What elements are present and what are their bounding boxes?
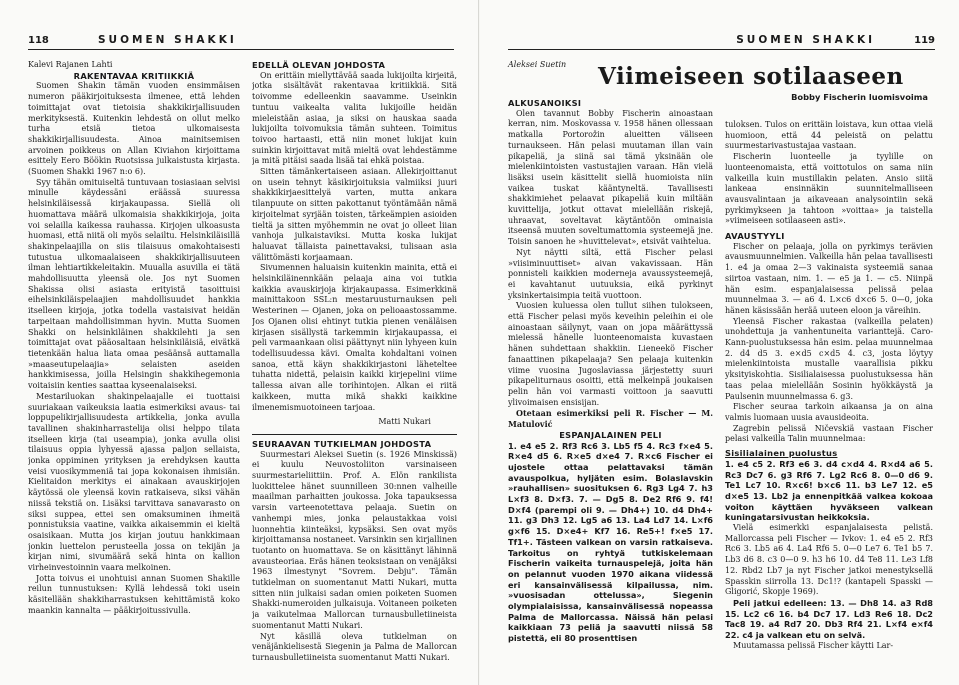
left-column-1 (28, 60, 240, 680)
paragraph: Vuosien kuluessa olen tullut siihen tulokseen, että Fischer pelasi myös keveihin peleihin ei ole ainoastaan säilynyt, vaan on jopa määrättyssä mielessä hänelle luonteenomaista kuvastaen hänen suhdettaan shakkiin. Lieneekö Fischer fanaattinen pikapelaaja? Sen pelaaja kuitenkin viime vuosina Jugoslaviassa järjestetty suuri pikapeliturnaus osoitti, että melkeinpä joukaisen pelin hän voi varmasti voittoon ja saavutti ylivoimaisen ensisijan. (508, 301, 713, 407)
paragraph: Jotta toivus ei unohtuisi annan Suomen Shakille reilun tunnustuksen: Kyllä lehdessä toki usein käsitellään shakkiharrastuksen kehittämistä koko maankin kannalta — pääkirjoitussivulla. (28, 573, 240, 615)
paragraph: Peli jatkui edelleen: 13. — Dh8 14. a3 Rd8 15. Lc2 c6 16. b4 Dc7 17. Ld3 Re6 18. Dc2 Tac8 19. a4 Rd7 20. Db3 Rf4 21. L×f4 e×f4 22. c4 ja valkean etu on selvä. (725, 597, 933, 641)
byline-author: Aleksei Suetin (508, 60, 567, 69)
paragraph: Sivumennen haluaisin kuitenkin mainita, että ei helsinkiläinennkään pelaaja aina voi tutkia kaikkia avauskirjoja kirjakaupassa. Esimerkkinä mainittakoon SSL:n mestaruusturnauksen peli Westerinen — Ojanen, joka on pelioaastossamme. Jos Ojanen olisi ehtinyt tutkia pienen venäläisen kirjasen sisällystä tarkemmin kirjakaupassa, ei peli varmaankaan olisi päättynyt niin lyhyeen kuin todellisuudessa kävi. Omalta kohdaltani voinen sanoa, että käyn shakkikirjastoni läheteltee tuhatta nidettä, pelaisin kaikki kirjepelini viime tallessa aivan alle torihintojen. Alkan ei riitä kaikkeen, mutta mikä shakki kaikkine ilmenemismuotoineen tarjoaa. (252, 263, 457, 412)
paragraph: Otetaan esimerkiksi peli R. Fischer — M. Matulović (508, 408, 713, 430)
running-title: SUOMEN SHAKKI (736, 34, 875, 46)
paragraph: Suurmestari Aleksei Suetin (s. 1926 Minskissä) ei kuulu Neuvostoliiton varsinaiseen suurmestarieliittiin. Prof. A. Elön rankilista luokittelee hänet suunnilleen 30:nnen valheille maailman parhaitten joukossa. Joka tapauksessa varsin varteenotettava pelaaja. Suetin on vanhempi mies, jonka pelaustakkaa voisi luonnehtia kiinteäksi, kypsäksi. Sen ovat myös kirjoittamansa nostaneet. Varsinkin sen kirjallinen tuotanto on huomattava. Se on käsittänyt lähinnä avausteoriaa. Eräs hänen teoksistaan on venäjäksi 1963 ilmestynyt "Sovrem. Debju". Tämän tutkielman on suomentanut Matti Nukari, mutta sitten niin julkaisi sadan omien poiketen Suomen Shakki-numeroiden julkaisuja. Voitaneen poiketen ja vaikutelmaa Mallorcan turnausbulletiineista suomentanut Matti Nukari. (252, 449, 457, 630)
page-number: 119 (914, 35, 935, 46)
paragraph: Fischer on pelaaja, jolla on pyrkimys terävien avausmuunnelmien. Valkeilla hän pelaa tavallisesti 1. e4 ja omaa 2—3 vakinaista systeemiä sanaa siirtoa vastaan, nim. 1. — e5 ja 1. — c5. Niinpä hän esim. espanjalaisessa pelissä pelaa muunnelmaa 3. — a6 4. L×c6 d×c6 5. 0—0, joka hänen käsissään herää uuteen eloon ja väreihin. (725, 241, 933, 315)
right-column-2 (725, 120, 933, 680)
paragraph: Fischerin luonteelle ja tyylille on luonteenomaista, että voittotulos on sama niin valkeilla kuin mustillakin pelaten. Ansio siitä lankeaa ensinnäkin suunnitelmalliseen avausvalintaan ja aikaveaan analysointiin sekä pyrkimykseen ja tahtoon »voittaa» ja taistella »viimeiseen sotilaaseen asti». (725, 152, 933, 226)
section-heading: ALKUSANOIKSI (508, 98, 582, 108)
game-heading: ESPANJALAINEN PELI (559, 429, 662, 440)
paragraph: Zagrebin pelissä Ničevskiä vastaan Fischer pelasi valkeilla Talin muunnelmaa: (725, 423, 933, 444)
page-number: 118 (28, 35, 49, 46)
game-moves: 1. e4 e5 2. Rf3 Rc6 3. Lb5 f5 4. Rc3 f×e4 5. R×e4 d5 6. R×e5 d×e4 7. R×c6 Fischer ei ujostele ottaa pelattavaksi tämän avauspolkua, hyljäten esim. Bolaslavskin »rauhallisen» suosituksen 6. Rg3 Lg4 7. h3 L×f3 8. D×f3. 7. — Dg5 8. De2 Rf6 9. f4! D×f4 (parempi oli 9. — Dh4+) 10. d4 Dh4+ 11. g3 Dh3 12. Lg5 a6 13. La4 Ld7 14. L×f6 g×f6 15. D×e4+ Kf7 16. Re5+! f×e5 17. Tf1+. Tästeen valkean on varsin ratkaiseva. Tarkoitus on ryhtyä tutkiskelemaan Fischerin vaikeita turnauspelejä, joita hän on pelannut vuoden 1970 aikana viidessä eri kansainvälisessä kilpailussa, nim. »vuosisadan ottelussa», Siegenin olympialaisissa, kansainvälisessä nopeassa Palma de Mallorcassa. Näissä hän pelasi kaikkiaan 73 peliä ja saavutti niissä 58 pistettä, eli 80 prosenttisen (508, 440, 713, 644)
paragraph: Olen tavannut Bobby Fischerin ainoastaan kerran, nim. Moskovassa v. 1958 hänen ollessaan matkalla Portorožin alueitten väliseen turnaukseen. Hän pelasi muutaman illan vain pikapeliä, ja siinä sai tämä yksinään ole mielenkiintoisten vastustajien varaan. Hän vielä lisäksi usein käsittelit siellä huomioista niin vaikea tuskat kääntyneltä. Tavallisesti shakkimiehet pelaavat pikapeliä kuin miltään kuvittelija, jotkut ottavat mielellään riskejä, uhraavat, soveltavat käytäntöön ominaisia itseensä muuten soveltumattomia systeemejä jne. Toisin sanoen he »huvittelevat», etsivät vaihtelua. (508, 108, 713, 247)
game-heading: Sisilialainen puolustus (725, 448, 838, 459)
paragraph: tuloksen. Tulos on erittäin loistava, kun ottaa vielä huomioon, että 44 peleistä on pelattu suurmestarivastustajaa vastaan. (725, 120, 933, 151)
game-moves: 1. e4 c5 2. Rf3 e6 3. d4 c×d4 4. R×d4 a6 5. Rc3 Dc7 6. g3 Rf6 7. Lg2 Rc6 8. 0—0 d6 9. Te1 Lc7 10. R×c6! b×c6 11. b3 Le7 12. e5 d×e5 13. Lb2 ja ennenpitkää valkea kokoaa voiton käyttäen hyväkseen valkean kuningatarsivustan heikkoksia. (725, 458, 933, 523)
paragraph: Nyt käsillä oleva tutkielman on venäjänkielisestä Siegenin ja Palma de Mallorcan turnausbulletiineista suomentanut Matti Nukari. (252, 631, 457, 662)
right-column-1 (508, 98, 713, 680)
paragraph: Nyt näytti siltä, että Fischer pelasi »viisiminuuttiset» aivan vakavissaan. Hän ponnisteli kaikkien moderneja avaussysteemejä, ei kavahtanut uutuuksia, eikä pyrkinyt yksinkertaisimpia teitä vuottoon. (508, 247, 713, 300)
paragraph: On erittäin miellyttävää saada lukijoilta kirjeitä, jotka sisältävät rakentavaa kritiikkiä. Sitä toivomme edelleenkin saavamme. Useinkin tuntuu vaikealta valita lukijoille heidän mieleistään asiaa, ja siksi on hauskaa saada lukijoilta toivomuksia tämän suhteen. Toimitus toivoo hartaasti, että niin monet lukijat kuin suinkin kirjoittavat mitä mieltä ovat lehdestämme ja mitä pitäisi saada lisää tai ehkä poistaa. (252, 70, 457, 166)
right-page-header (508, 30, 935, 50)
paragraph: Suomen Shakin tämän vuoden ensimmäisen numeron pääkirjoituksesta ilmenee, että lehden toimittajat ovat tietoisia shakkikirjallisuuden merkityksestä. Kuitenkin lehdestä on ollut melko turha etsiä tietoa ulkomaisesta shakkikirjallisuudesta. Ainoa mainitsemisen arvoinen poikkeus on Allan Kiviahon kirjoittama esittely Eero Böökin Ruotsissa julkaistusta kirjasta. (Suomen Shakki 1967 n:o 6). (28, 81, 240, 177)
section-heading: AVAUSTYYLI (725, 231, 785, 242)
article-title: Viimeiseen sotilaaseen (598, 63, 904, 90)
paragraph: Yleensä Fischer rakastaa (valkeilla pelaten) unohdettuja ja vanhentuneita varianttejä. Caro-Kann-puolustuksessa hän esim. pelaa muunnelmaa 2. d4 d5 3. e×d5 c×d5 4. c3, josta löytyy mielenkiintoista mustalle vaarallisia pikku yksityiskohtia. Sisilialaisessa puolustuksessa hän taas pelaa mielellään Sosinin hyökkäystä ja Paulsenin muunnelmassa 6. g3. (725, 316, 933, 401)
paragraph: Mestariluokan shakinpelaajalle ei tuottaisi suuriakaan vaikeuksia laatia esimerkiksi avaus- tai loppupelikirjallisuudesta artikkelia, jonka avulla tavallinen shakinharrastelija olisi helppo tilata itselleen kirja (tai useampia), jonka avulla olisi tilaisuus oppia lyhyessä ajassa paljon sellaista, jonka oppiminen yrityksen ja erehdyksen kautta veisi vuosikymmeniä tai jopa kokonaisen ihmisiän. Kielitaidon merkitys ei ainakaan avauskirjojen käytössä ole yleensä kovin ratkaiseva, siksi vähän niissä tekstiä on. Lisäksi tarvittava sanavarasto on siksi suppea, ettei sen omaksuminen ihmeitä ponnistuksia vaatine, vaikka aikaisemmin ei kieltä osaisikaan. Mutta jos kirjan joutuu hankkimaan jonkin luettelon perusteella jossa on tekijän ja kirjan nimi, sivumäärä sekä hinta on kallion virheinvestoinnin vaara melkoinen. (28, 391, 240, 573)
divider (252, 434, 457, 435)
article-heading: RAKENTAVAA KRITIIKKIÄ (73, 70, 195, 81)
letter-author: Kalevi Rajanen Lahti (28, 60, 113, 69)
paragraph: Syy tähän omituiseltä tuntuvaan tosiasiaan selvisi minulle käydessäni eräässä suuressa helsinkiläisessä kirjakaupassa. Siellä oli huomattava määrä ulkomaisia shakkikirjoja, joita voi selailla kaikessa rauhassa. Kirjojen ulkoasusta huomasi, että niitä oli myös selailtu. Helsinkiläisillä shakinpelaajilla on siis tilaisuus omakohtaisesti tutustua ulkomaalaiseen shakkikirjallisuuteen ilman lehtiartikkeleitakin. Muualla asuvilla ei tätä mahdollisuutta yleensä ole. Jos nyt Suomen Shakissa olisi asiasta erityistä tasoittuisi eihelsinkiläispelaajien mahdollisuudet hankkia itselleen kirjoja, jotka todella vastaisivat heidän tarpeitaan mahdollisimman hyvin. Mutta Suomen Shakki on helsinkiläinen shakkilehti ja sen toimittajat ovat pääosaltaan helsinkiläisiä, eivätkä tietenkään halua liata omaa pesäänsä auttamalla »maaseutupelaajia» selaisten aseiden hankkimisessa, joilla Helsingin shakkihegemonia voitaisiin kenties saattaa kyseenalaiseksi. (28, 177, 240, 391)
left-page (0, 0, 479, 685)
right-page (480, 0, 959, 685)
section-heading: SEURAAVAN TUTKIELMAN JOHDOSTA (252, 438, 432, 449)
reply-heading: EDELLÄ OLEVAN JOHDOSTA (252, 60, 386, 70)
paragraph: Vielä esimerkki espanjalaisesta pelistä. Mallorcassa peli Fischer — Ivkov: 1. e4 e5 2. Rf3 Rc6 3. Lb5 a6 4. La4 Rf6 5. 0—0 Le7 6. Te1 b5 7. Lb3 d6 8. c3 0—0 9. h3 h6 10. d4 Te8 11. Le3 Lf8 12. Rbd2 Lb7 ja nyt Fischer jatkoi menestyksellä Spasskin siirrolla 13. Dc1!? (kantapeli Spasski — Gligorić, Skopje 1969). (725, 523, 933, 597)
left-page-header (28, 30, 454, 50)
paragraph: Sitten tämänkertaiseen asiaan. Allekirjoittanut on usein tehnyt käsikirjoituksia valmiiksi juuri shakkikirjaesittelyä varten, mutta ankara tilanpuute on sitten pakottanut työntämään nämä kirjoitelmat syrjään toisten, tärkeämpien asioiden tieltä ja sitten myöhemmin ne ovat jo olleet liian vanhoja julkaistaviksi. Mutta koska lukijat haluavat tällaista painettavaksi, tulisaan asia välittömästi korjaamaan. (252, 167, 457, 262)
running-title: SUOMEN SHAKKI (98, 34, 237, 46)
article-subtitle: Bobby Fischerin luomisvoima (791, 92, 928, 102)
paragraph: Fischer seuraa tarkoin aikaansa ja on aina valmis luomaan uusia avausideoita. (725, 402, 933, 422)
paragraph: Muutamassa pelissä Fischer käytti Lar- (733, 640, 894, 650)
left-column-2 (252, 60, 457, 680)
signoff: Matti Nukari (378, 417, 431, 427)
